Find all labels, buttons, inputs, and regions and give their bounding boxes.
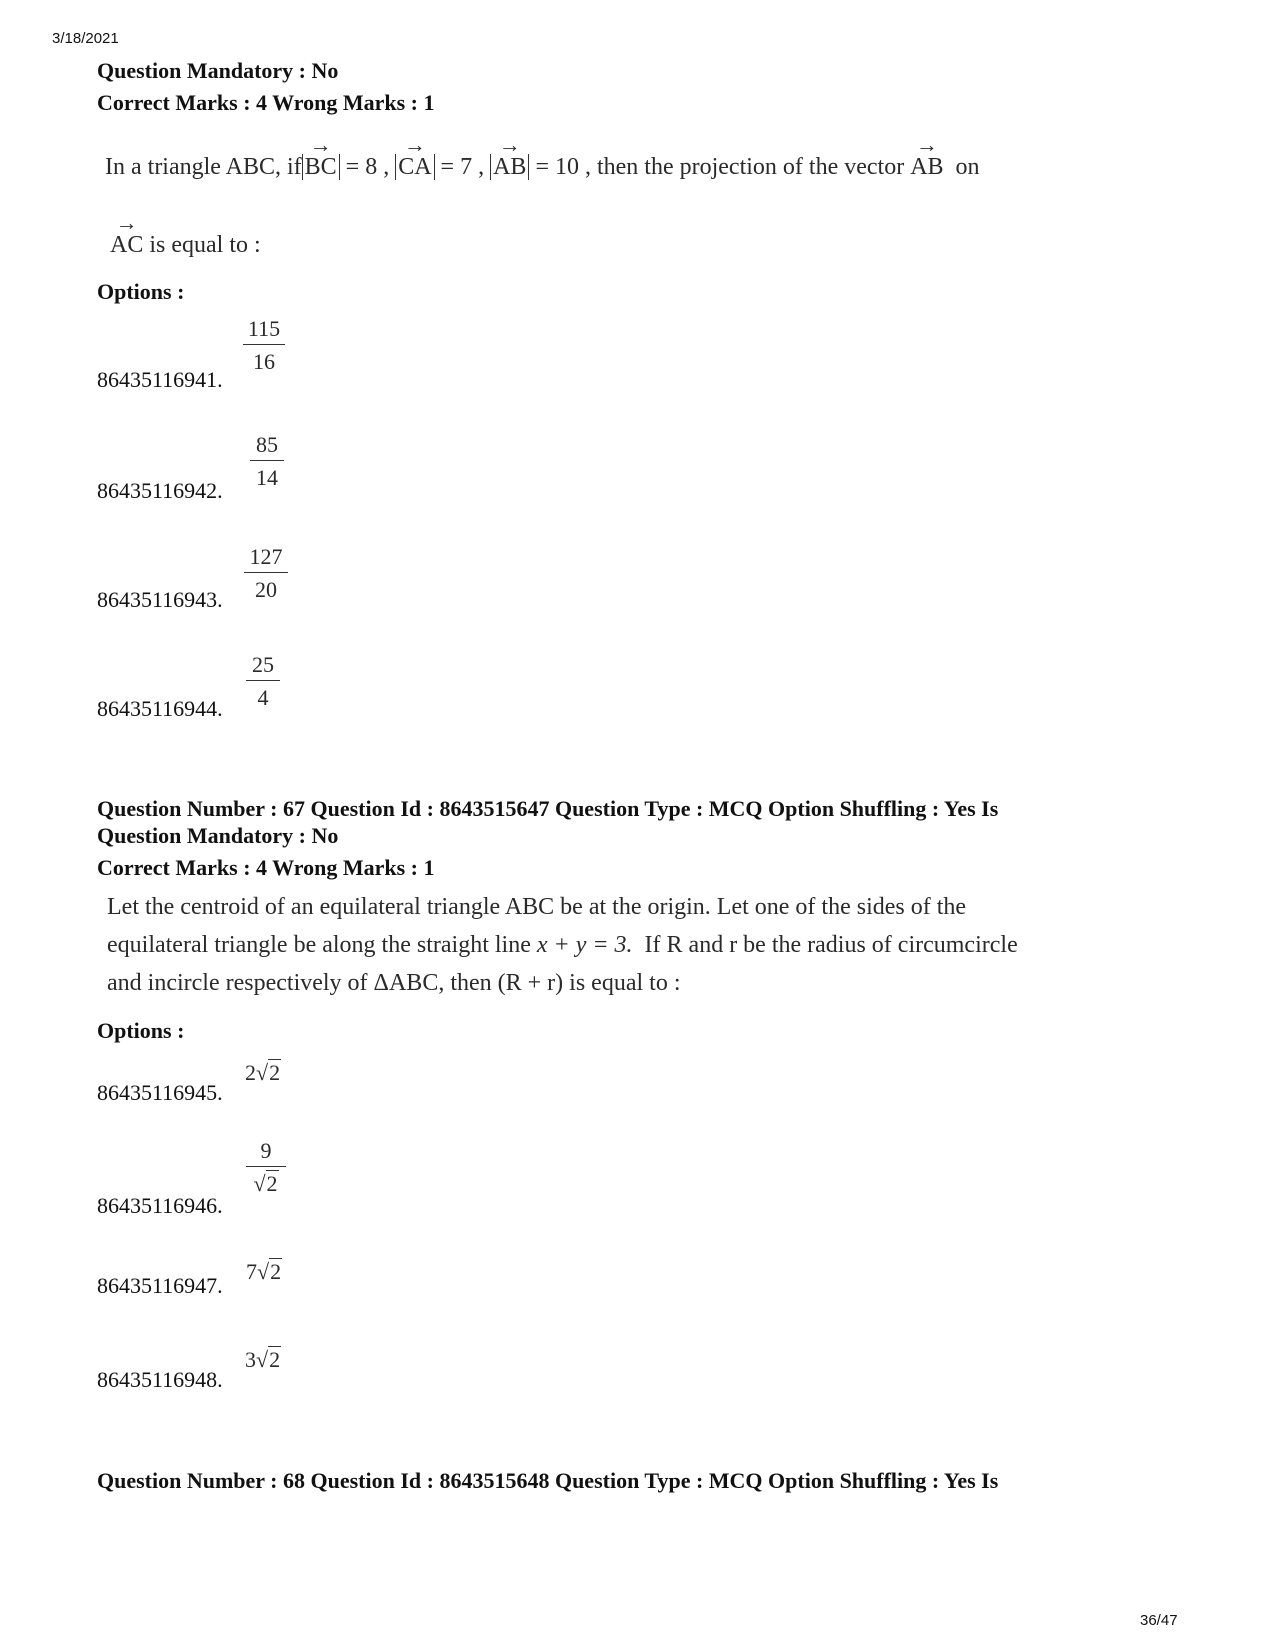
- q66-option-1-id: 86435116941.: [97, 367, 223, 392]
- q67-header: Question Number : 67 Question Id : 8643515647 Question Type : MCQ Option Shuffling : Yes Is: [97, 796, 999, 821]
- q67-option-4-radical: 3√2: [245, 1347, 281, 1372]
- q66-option-1-fraction: $\frac{115}{16}$: [243, 316, 285, 375]
- q66-option-4-id: 86435116944.: [97, 696, 223, 721]
- q66-marks: Correct Marks : 4 Wrong Marks : 1: [97, 90, 435, 115]
- q66-mandatory: Question Mandatory : No: [97, 58, 339, 83]
- q66-option-4-fraction: $\frac{25}{4}$: [246, 652, 280, 711]
- print-date: 3/18/2021: [52, 30, 119, 47]
- q67-option-2-id: 86435116946.: [97, 1193, 223, 1218]
- q67-options-label: Options :: [97, 1018, 185, 1043]
- page-number: 36/47: [1140, 1612, 1178, 1629]
- q66-question-line-1: In a triangle ABC, if → BC = 8 , → CA = 7 , → AB = 10 , then the projection of the vector → AB on: [105, 132, 980, 180]
- q68-header: Question Number : 68 Question Id : 8643515648 Question Type : MCQ Option Shuffling : Yes Is: [97, 1468, 999, 1493]
- q67-option-2-fraction: $\frac{9}{√2}$: [246, 1138, 286, 1197]
- q67-marks: Correct Marks : 4 Wrong Marks : 1: [97, 855, 435, 880]
- q67-option-1-radical: 2√2: [245, 1060, 281, 1085]
- q67-question-line-1: Let the centroid of an equilateral triangle ABC be at the origin. Let one of the sides of the: [107, 894, 967, 920]
- q66-options-label: Options :: [97, 279, 185, 304]
- q66-question-line-2: → AC is equal to :: [110, 210, 261, 258]
- q67-option-4-id: 86435116948.: [97, 1367, 223, 1392]
- q67-mandatory: Question Mandatory : No: [97, 823, 339, 848]
- q67-option-3-radical: 7√2: [246, 1259, 282, 1284]
- q66-option-2-fraction: $\frac{85}{14}$: [250, 432, 284, 491]
- q66-option-2-id: 86435116942.: [97, 478, 223, 503]
- q67-question-line-3: and incircle respectively of ΔABC, then (R + r) is equal to :: [107, 970, 681, 996]
- q67-option-3-id: 86435116947.: [97, 1273, 223, 1298]
- q66-option-3-id: 86435116943.: [97, 587, 223, 612]
- q67-option-1-id: 86435116945.: [97, 1080, 223, 1105]
- q66-option-3-fraction: $\frac{127}{20}$: [244, 544, 288, 603]
- q67-question-line-2: equilateral triangle be along the straight line x + y = 3. If R and r be the radius of circumcircle: [107, 932, 1018, 958]
